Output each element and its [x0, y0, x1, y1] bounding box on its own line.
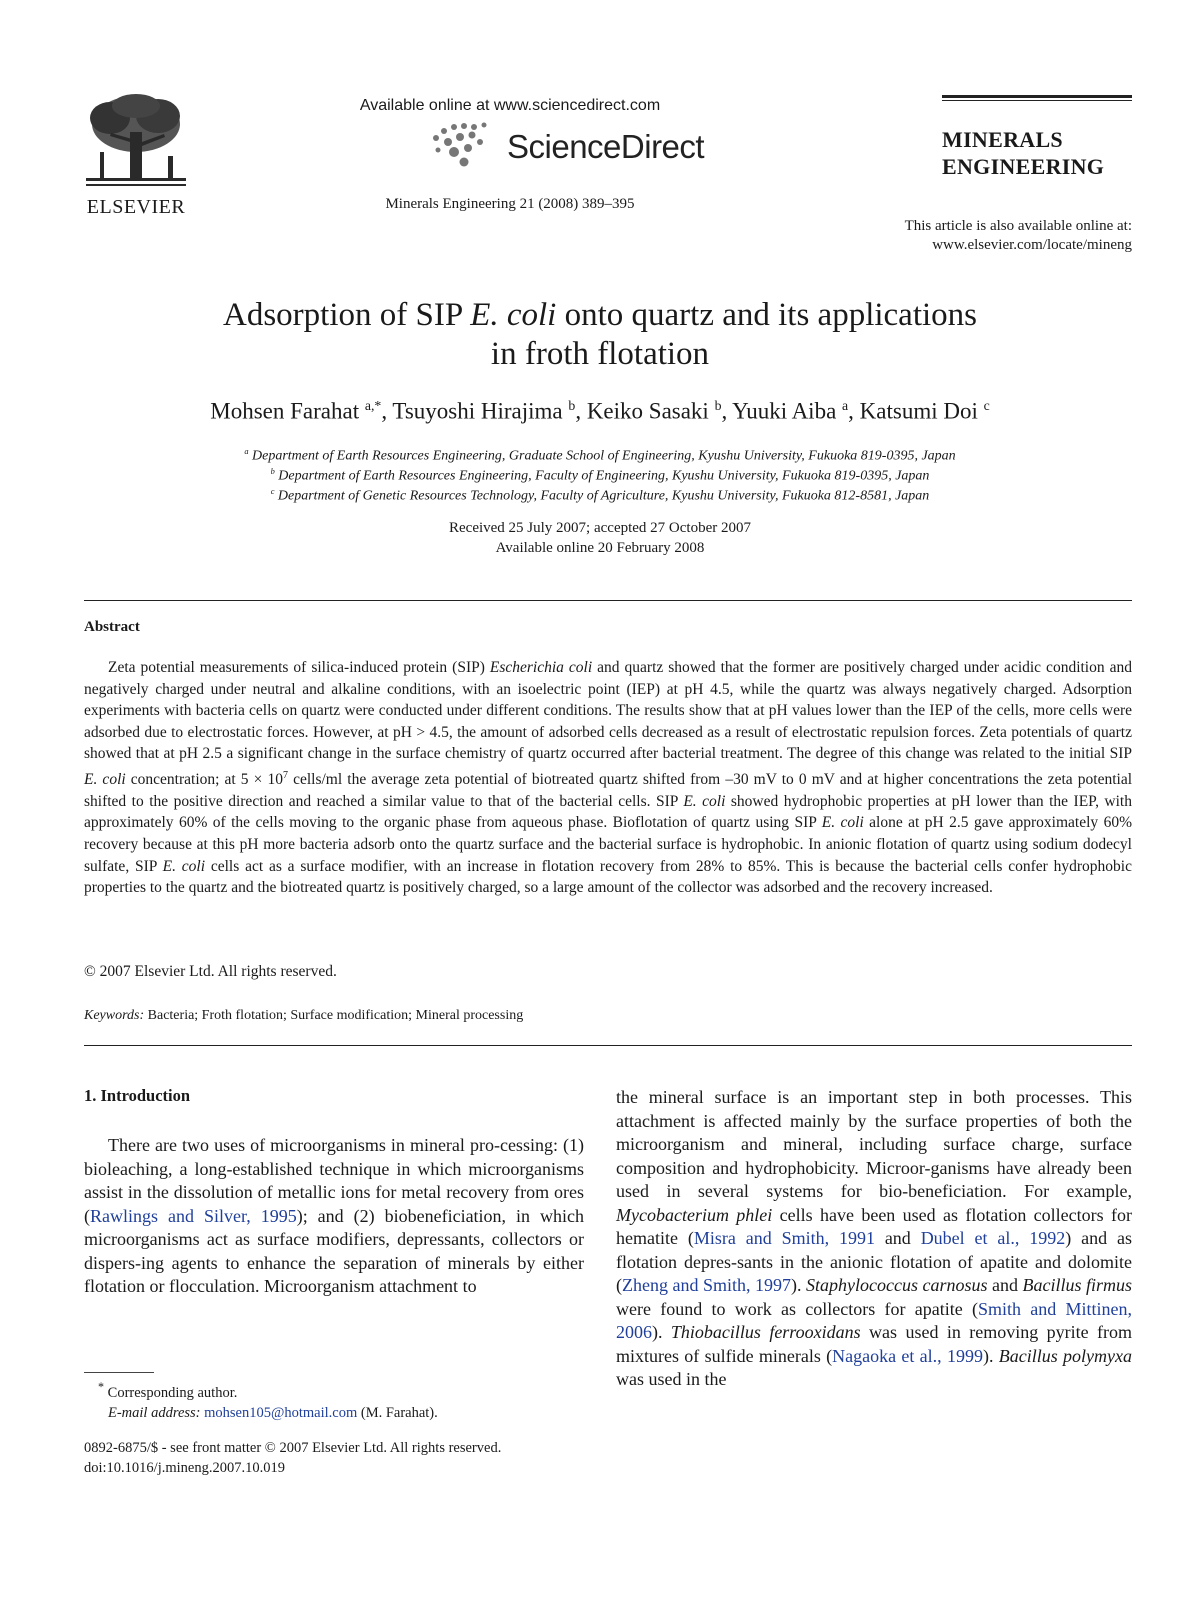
article-dates	[340, 518, 860, 558]
citation-link[interactable]: Nagaoka et al., 1999	[832, 1345, 983, 1366]
publisher-name: ELSEVIER	[86, 196, 186, 218]
also-available-text: This article is also available online at:	[904, 218, 1132, 234]
author: , Yuuki Aiba	[721, 398, 843, 424]
issn-line: 0892-6875/$ - see front matter © 2007 Elsevier Ltd. All rights reserved.	[84, 1440, 502, 1456]
abstract-text: Zeta potential measurements of silica-induced protein (SIP) Escherichia coli and quartz showed that the former are positively charged under acidic condition and negatively charged under neutral and alkaline conditions, with an isoelectric point (IEP) at pH 4.5, while the quartz was always negatively charged. Adsorption experiments with bacteria cells on quartz were conducted under different conditions. The results show that at pH values lower than the IEP of the cells, more cells were adsorbed due to electrostatic forces. However, at pH > 4.5, the amount of adsorbed cells decreased as a result of electrostatic repulsion forces. Zeta potentials of quartz showed that at pH 2.5 a significant change in the surface chemistry of quartz occurred after bacterial treatment. The degree of this change was related to the initial SIP E. coli concentration; at $5 \times 10^7$ cells/ml the average zeta potential of biotreated quartz shifted from –30 mV to 0 mV and at higher concentrations the zeta potential shifted to the positive direction and reached a similar value to that of the bacterial cells. SIP E. coli showed hydrophobic properties at pH lower than the IEP, with approximately 60% of the cells moving to the organic phase from aqueous phase. Bioflotation of quartz using SIP E. coli alone at pH 2.5 gave approximately 60% recovery because at this pH more bacteria adsorb onto the quartz surface and the bacterial surface is hydrophobic. In anionic flotation of quartz using sodium dodecyl sulfate, SIP E. coli cells act as a surface modifier, with an increase in flotation recovery from 28% to 85%. This is because the bacterial cells confer hydrophobic properties to the quartz and the biotreated quartz is positively charged, so a large amount of the collector was adsorbed and the recovery increased.	[84, 659, 1133, 897]
page-footer	[84, 1438, 604, 1478]
affiliation-a: $^a$ Department of Earth Resources Engineering, Graduate School of Engineering, Kyushu University, Fukuoka 819-0395, Japan	[244, 447, 956, 464]
author-list: Mohsen Farahat $^{a,*}$, Tsuyoshi Hirajima $^b$, Keiko Sasaki $^b$, Yuuki Aiba $^a$, Katsumi Doi $^c$	[210, 398, 990, 424]
citation-link[interactable]: Smith and Mittinen, 2006	[616, 1298, 1132, 1342]
affiliation-b: $^b$ Department of Earth Resources Engineering, Faculty of Engineering, Kyushu University, Fukuoka 819-0395, Japan	[270, 467, 930, 484]
received-date: Received 25 July 2007; accepted 27 October 2007	[449, 520, 751, 536]
article-title: Adsorption of SIP E. coli onto quartz and its applications in froth flotation	[222, 297, 978, 372]
journal-name-line2: ENGINEERING	[942, 154, 1105, 179]
journal-url-link[interactable]: www.elsevier.com/locate/mineng	[932, 237, 1132, 253]
sciencedirect-logo-text: ScienceDirect	[507, 128, 705, 165]
keywords	[84, 1008, 523, 1024]
journal-citation: Minerals Engineering 21 (2008) 389–395	[385, 196, 635, 212]
available-online-notice: Available online at www.sciencedirect.com	[359, 97, 661, 114]
intro-left-column: There are two uses of microorganisms in mineral pro-cessing: (1) bioleaching, a long-established technique in which microorganisms assist in the dissolution of metallic ions for metal recovery from ores (Rawlings and Silver, 1995); and (2) biobeneficiation, in which microorganisms act as surface modifiers, depressants, collectors or dispers-ing agents to enhance the separation of minerals by either flotation or flocculation. Microorganism attachment to	[84, 1135, 585, 1296]
keywords-label: Keywords:	[84, 1008, 145, 1023]
author: , Keiko Sasaki	[575, 398, 715, 424]
journal-rule	[942, 95, 1132, 98]
citation-link[interactable]: Misra and Smith, 1991	[693, 1228, 875, 1248]
journal-name-line1: MINERALS	[942, 127, 1063, 152]
affiliation-c: $^c$ Department of Genetic Resources Technology, Faculty of Agriculture, Kyushu University, Fukuoka 812-8581, Japan	[270, 487, 930, 504]
divider	[84, 600, 1132, 601]
also-available-notice	[780, 217, 1132, 255]
journal-name	[942, 126, 1132, 180]
abstract-heading: Abstract	[84, 619, 140, 635]
doi-line[interactable]: doi:10.1016/j.mineng.2007.10.019	[84, 1460, 285, 1476]
intro-right-column: the mineral surface is an important step in both processes. This attachment is affected mainly by the surface properties of both the microorganism and mineral, including surface charge, surface composition and hydrophobicity. Microor-ganisms have already been used in several systems for bio-beneficiation. For example, Mycobacterium phlei cells have been used as flotation collectors for hematite (Misra and Smith, 1991 and Dubel et al., 1992) and as flotation depres-sants in the anionic flotation of apatite and dolomite (Zheng and Smith, 1997). Staphylococcus carnosus and Bacillus firmus were found to work as collectors for apatite (Smith and Mittinen, 2006). Thiobacillus ferrooxidans was used in removing pyrite from mixtures of sulfide minerals (Nagaoka et al., 1999). Bacillus polymyxa was used in the	[616, 1087, 1133, 1389]
divider	[84, 1045, 1132, 1046]
email-link[interactable]: mohsen105@hotmail.com	[204, 1404, 358, 1421]
citation-link[interactable]: Dubel et al., 1992	[920, 1228, 1066, 1248]
author: Mohsen Farahat	[210, 398, 365, 424]
author: , Tsuyoshi Hirajima	[381, 398, 569, 424]
section-heading-introduction: 1. Introduction	[84, 1086, 191, 1105]
citation-link[interactable]: Zheng and Smith, 1997	[622, 1275, 791, 1295]
abstract-copyright: © 2007 Elsevier Ltd. All rights reserved.	[84, 963, 337, 980]
keywords-list: Bacteria; Froth flotation; Surface modification; Mineral processing	[144, 1008, 524, 1023]
corresponding-author-footnote: * Corresponding author. E-mail address: mohsen105@hotmail.com (M. Farahat).	[98, 1380, 438, 1421]
footnote-rule	[84, 1372, 154, 1373]
author: , Katsumi Doi	[848, 398, 984, 424]
journal-rule-thin	[942, 100, 1132, 101]
citation-link[interactable]: Rawlings and Silver, 1995	[90, 1205, 297, 1226]
available-date: Available online 20 February 2008	[495, 540, 705, 556]
